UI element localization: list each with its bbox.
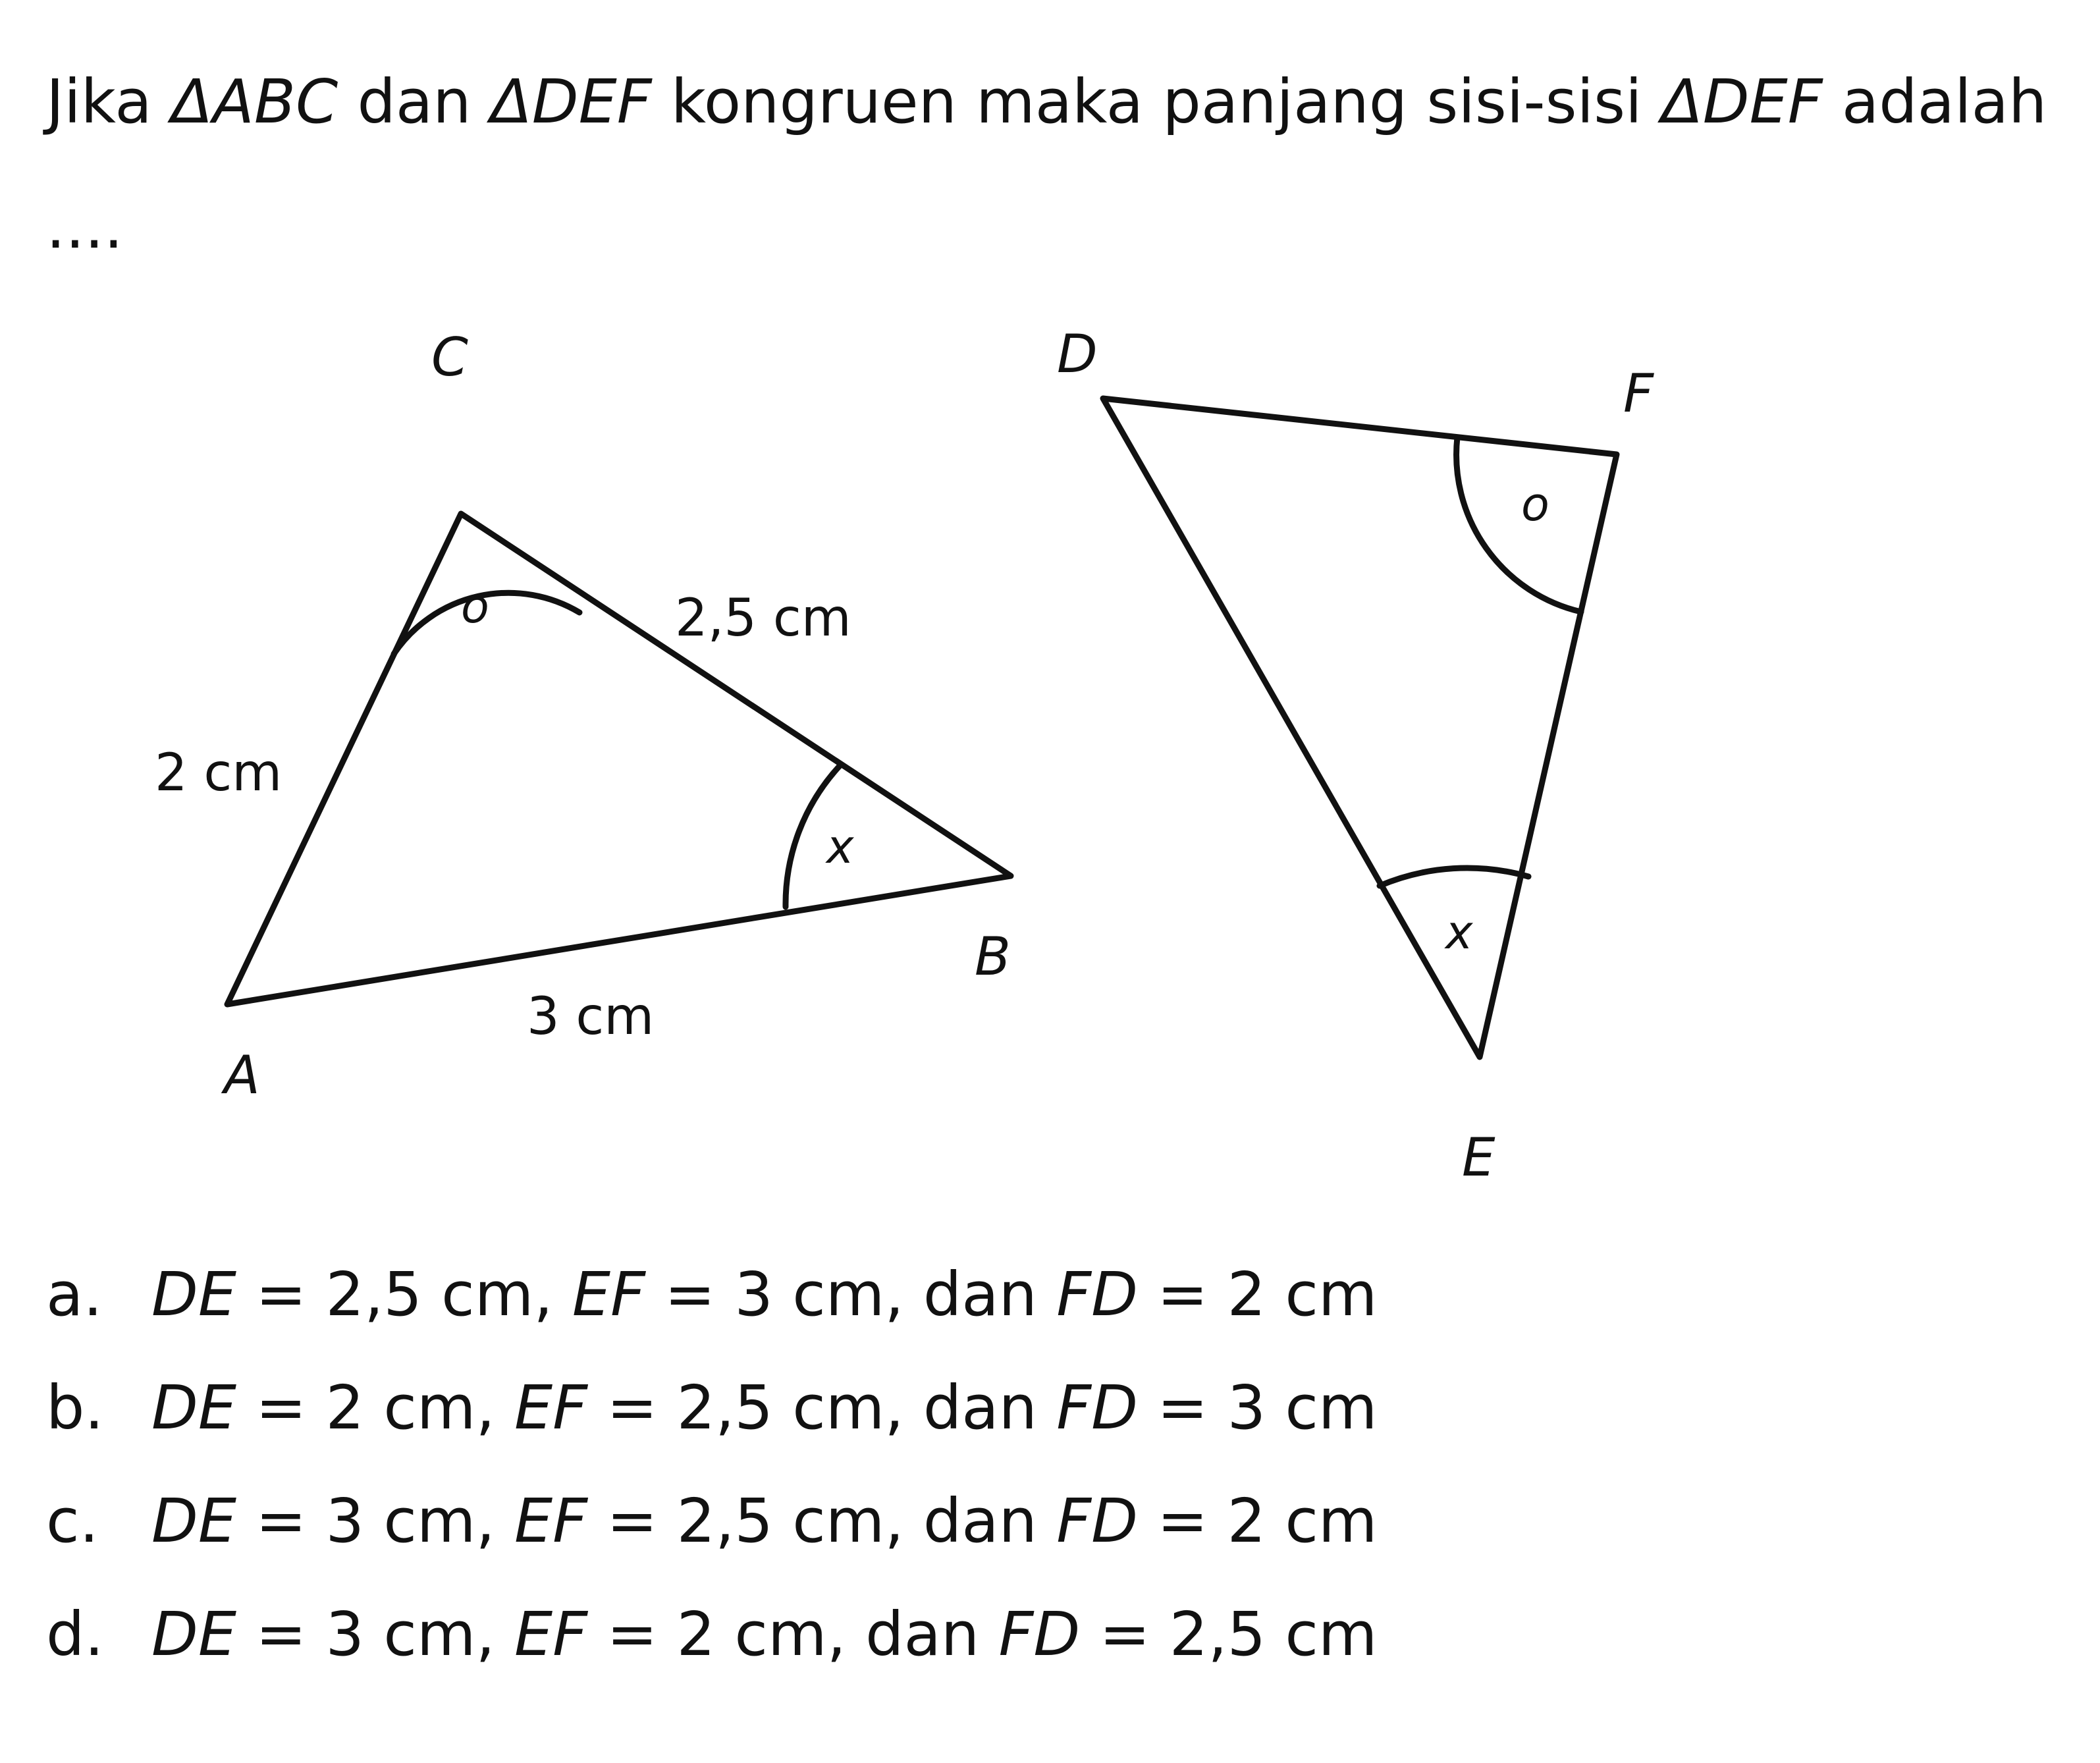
side-length-cb: 2,5 cm xyxy=(675,589,851,648)
vertex-label-e: E xyxy=(1462,1127,1495,1188)
angle-arc-f xyxy=(1457,437,1581,612)
option-fd-value: = 2 cm xyxy=(1138,1259,1378,1330)
option-de-value: = 2 cm, xyxy=(236,1372,515,1443)
option-ef-label: EF xyxy=(572,1259,645,1330)
option-fd-label: FD xyxy=(1056,1259,1138,1330)
option-b[interactable] xyxy=(46,1351,1378,1465)
question-part-1: Jika xyxy=(46,67,171,137)
option-de-value: = 3 cm, xyxy=(236,1599,515,1669)
question-part-4: adalah .... xyxy=(46,67,2047,262)
option-de-label: DE xyxy=(151,1599,236,1669)
angle-label-f: o xyxy=(1521,477,1549,531)
option-de-value: = 3 cm, xyxy=(236,1486,515,1556)
side-length-ac: 2 cm xyxy=(155,744,283,803)
option-fd-label: FD xyxy=(1056,1486,1138,1556)
option-letter: c. xyxy=(46,1486,99,1556)
question-part-3: kongruen maka panjang sisi-sisi xyxy=(651,67,1661,137)
option-fd-value: = 3 cm xyxy=(1138,1372,1378,1443)
option-de-label: DE xyxy=(151,1372,236,1443)
side-length-ab: 3 cm xyxy=(527,987,655,1046)
triangle-abc-symbol: ΔABC xyxy=(171,67,338,137)
question-part-2: dan xyxy=(338,67,491,137)
option-fd-label: FD xyxy=(1056,1372,1138,1443)
option-ef-value: = 2 cm, dan xyxy=(587,1599,999,1669)
angle-arc-e xyxy=(1380,868,1528,886)
option-de-value: = 2,5 cm, xyxy=(236,1259,572,1330)
option-ef-label: EF xyxy=(514,1599,588,1669)
option-de-label: DE xyxy=(151,1259,236,1330)
angle-label-b: x xyxy=(826,820,854,874)
option-fd-value: = 2,5 cm xyxy=(1080,1599,1378,1669)
option-fd-label: FD xyxy=(998,1599,1081,1669)
triangle-def-symbol-2: ΔDEF xyxy=(1661,67,1823,137)
vertex-label-f: F xyxy=(1623,363,1654,424)
option-letter: b. xyxy=(46,1372,104,1443)
option-a[interactable] xyxy=(46,1238,1378,1351)
option-letter: d. xyxy=(46,1599,104,1669)
option-de-label: DE xyxy=(151,1486,236,1556)
angle-label-e: x xyxy=(1445,906,1473,960)
option-c[interactable] xyxy=(46,1465,1378,1578)
option-ef-label: EF xyxy=(514,1486,588,1556)
vertex-label-c: C xyxy=(431,327,468,388)
triangle-abc xyxy=(227,514,1011,1004)
option-d[interactable] xyxy=(46,1578,1378,1691)
triangle-def-symbol: ΔDEF xyxy=(490,67,652,137)
answer-options xyxy=(46,1238,1378,1691)
option-ef-value: = 2,5 cm, dan xyxy=(587,1372,1057,1443)
option-ef-value: = 2,5 cm, dan xyxy=(587,1486,1057,1556)
vertex-label-d: D xyxy=(1057,323,1098,385)
option-fd-value: = 2 cm xyxy=(1138,1486,1378,1556)
vertex-label-b: B xyxy=(975,926,1011,987)
option-ef-value: = 3 cm, dan xyxy=(645,1259,1057,1330)
vertex-label-a: A xyxy=(224,1044,260,1106)
angle-label-c: o xyxy=(461,580,489,634)
option-letter: a. xyxy=(46,1259,103,1330)
option-ef-label: EF xyxy=(514,1372,588,1443)
